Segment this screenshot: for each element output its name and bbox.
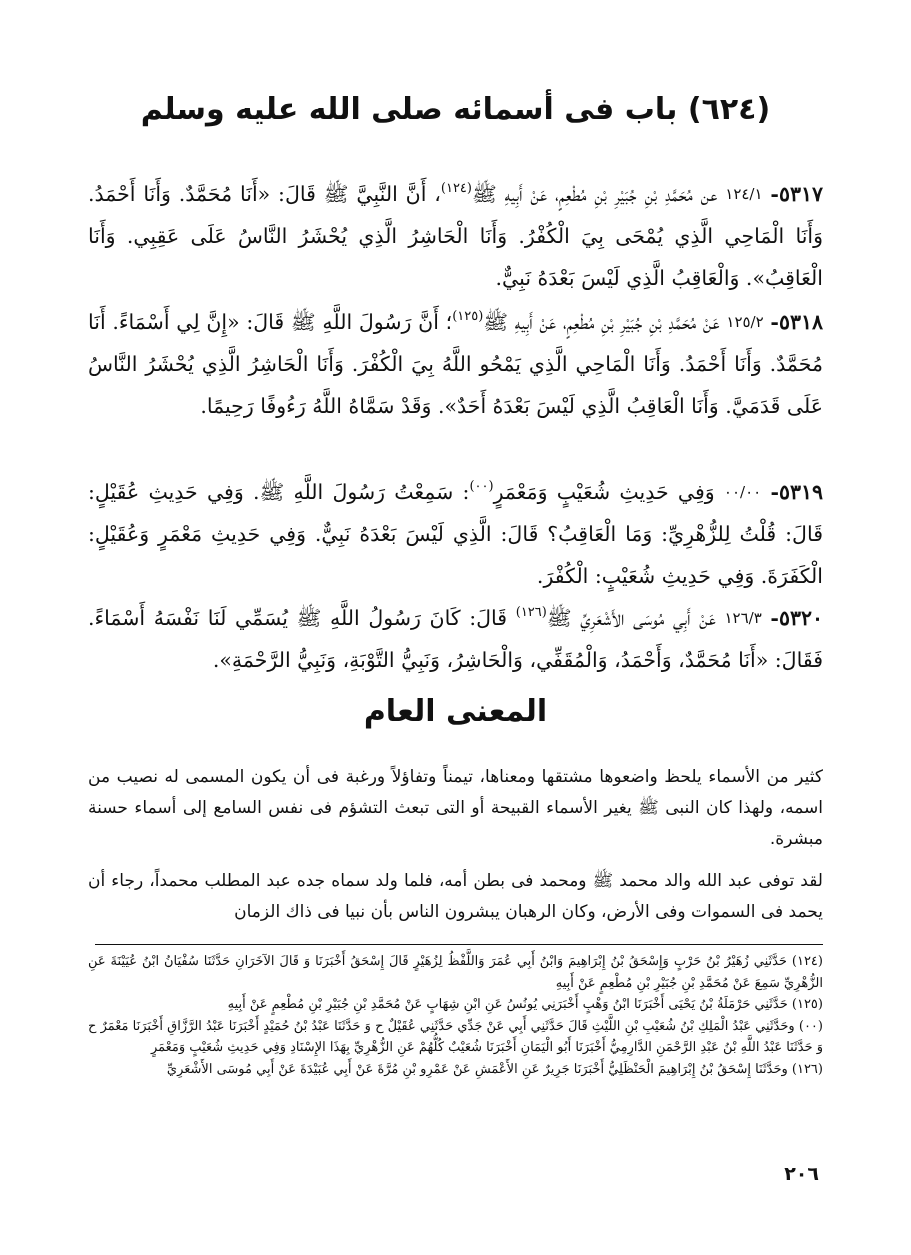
hadith-text-before: عن مُحَمَّدِ بْنِ جُبَيْرِ بْنِ مُطْعِمٍ، عَنْ أَبِيهِ ﷺ: [472, 182, 726, 206]
commentary-paragraph: لقد توفى عبد الله والد محمد ﷺ ومحمد فى بطن أمه، فلما ولد سماه جده عبد المطلب محمداً، رجاء أن يحمد فى السموات وفى الأرض، وكان الرهبان يبشرون الناس بأن نبيا فى ذاك الزمان: [88, 871, 823, 922]
page-number: ٢٠٦: [784, 1163, 819, 1185]
footnote-divider: [95, 944, 823, 945]
hadith-number: ٥٣١٩-: [770, 480, 823, 504]
hadith-reference: ٠٠/٠٠: [723, 483, 762, 501]
hadith-text-after: قَالَ: كَانَ رَسُولُ اللَّهِ ﷺ يُسَمِّي لَنَا نَفْسَهُ أَسْمَاءً. فَقَالَ: «أَنَا مُحَمَّدٌ، وَأَحْمَدُ، وَالْمُقَفِّي، وَالْحَاشِرُ، وَنَبِيُّ التَّوْبَةِ، وَنَبِيُّ الرَّحْمَةِ».: [88, 606, 823, 672]
hadith-reference: ١٢٦/٣: [724, 609, 762, 627]
footnote-00: (٠٠) وحَدَّثَنِي عَبْدُ الْمَلِكِ بْنُ شُعَيْبِ بْنِ اللَّيْثِ قَالَ حَدَّثَنِي أَبِي عَنْ جَدِّي حَدَّثَنِي عُقَيْلٌ ح وَ حَدَّثَنَا عَبْدُ بْنُ حُمَيْدٍ أَخْبَرَنَا عَبْدُ الرَّزَّاقِ أَخْبَرَنَا مَعْمَرٌ ح وَ حَدَّثَنَا عَبْدُ اللَّهِ بْنُ عَبْدِ الرَّحْمَنِ الدَّارِمِيُّ أَخْبَرَنَا أَبُو الْيَمَانِ أَخْبَرَنَا شُعَيْبٌ كُلُّهُمْ عَنِ الزُّهْرِيِّ بِهَذَا الإِسْنَادِ وَفِي حَدِيثِ شُعَيْبٍ وَمَعْمَرٍ: [88, 1018, 823, 1055]
hadith-5319: [88, 466, 823, 597]
hadith-number: ٥٣١٨-: [770, 310, 823, 334]
footnote-marker: (١٢٥): [452, 309, 484, 324]
footnote-marker: (٠٠): [469, 479, 494, 494]
hadith-text-after: ؛ أَنَّ رَسُولَ اللَّهِ ﷺ قَالَ: «إِنَّ لِي أَسْمَاءً. أَنَا مُحَمَّدٌ. وَأَنَا أَحْمَدُ. وَأَنَا الْمَاحِي الَّذِي يَمْحُو اللَّهُ بِيَ الْكُفْرَ. وَأَنَا الْحَاشِرُ الَّذِي يُحْشَرُ النَّاسُ عَلَى قَدَمَيَّ. وَأَنَا الْعَاقِبُ الَّذِي لَيْسَ بَعْدَهُ أَحَدٌ». وَقَدْ سَمَّاهُ اللَّهُ رَءُوفًا رَحِيمًا.: [88, 310, 823, 418]
hadith-text-before: عَنْ مُحَمَّدِ بْنِ جُبَيْرِ بْنِ مُطْعِمٍ، عَنْ أَبِيهِ ﷺ: [483, 310, 727, 334]
hadith-number: ٥٣١٧-: [770, 182, 823, 206]
hadith-5317: [88, 168, 823, 299]
chapter-title: (٦٢٤) باب فى أسمائه صلى الله عليه وسلم: [140, 92, 771, 127]
footnote-125: (١٢٥) حَدَّثَنِي حَرْمَلَةُ بْنُ يَحْيَى أَخْبَرَنَا ابْنُ وَهْبٍ أَخْبَرَنِي يُونُسُ عَنِ ابْنِ شِهَابٍ عَنْ مُحَمَّدِ بْنِ جُبَيْرِ بْنِ مُطْعِمٍ عَنْ أَبِيهِ: [227, 997, 823, 1012]
footnote-124: (١٢٤) حَدَّثَنِي زُهَيْرُ بْنُ حَرْبٍ وَإِسْحَقُ بْنُ إِبْرَاهِيمَ وَابْنُ أَبِي عُمَرَ وَاللَّفْظُ لِزُهَيْرٍ قَالَ إِسْحَقُ أَخْبَرَنَا وَ قَالَ الآخَرَانِ حَدَّثَنَا سُفْيَانُ ابْنُ عُيَيْنَةَ عَنِ الزُّهْرِيِّ سَمِعَ عَنْ مُحَمَّدِ بْنِ جُبَيْرِ بْنِ مُطْعِمٍ عَنْ أَبِيهِ: [88, 954, 823, 991]
hadith-number: ٥٣٢٠-: [770, 606, 823, 630]
hadith-text-after: : سَمِعْتُ رَسُولَ اللَّهِ ﷺ. وَفِي حَدِيثِ عُقَيْلٍ: قَالَ: قُلْتُ لِلزُّهْرِيِّ: وَمَا الْعَاقِبُ؟ قَالَ: الَّذِي لَيْسَ بَعْدَهُ نَبِيٌّ. وَفِي حَدِيثِ مَعْمَرٍ وَعُقَيْلٍ: الْكَفَرَةَ. وَفِي حَدِيثِ شُعَيْبٍ: الْكُفْرَ.: [88, 480, 823, 588]
commentary-paragraph: كثير من الأسماء يلحظ واضعوها مشتقها ومعناها، تيمناً وتفاؤلاً ورغبة فى أن يكون المسمى له نصيب من اسمه، ولهذا كان النبى ﷺ يغير الأسماء القبيحة أو التى تبعث التشؤم فى نفس السامع إلى أسماء حسنة مبشرة.: [88, 767, 823, 849]
hadith-reference: ١٢٤/١: [725, 185, 763, 203]
hadith-5318: [88, 296, 823, 427]
section-title: المعنى العام: [363, 694, 548, 729]
footnotes: [88, 951, 823, 1080]
hadith-text-before: عَنْ أَبِي مُوسَى الأَشْعَرِيِّ ﷺ: [546, 606, 725, 630]
hadith-text-before: وَفِي حَدِيثِ شُعَيْبٍ وَمَعْمَرٍ: [493, 480, 724, 504]
hadith-reference: ١٢٥/٢: [726, 313, 764, 331]
footnote-126: (١٢٦) وحَدَّثَنَا إِسْحَقُ بْنُ إِبْرَاهِيمَ الْحَنْظَلِيُّ أَخْبَرَنَا جَرِيرٌ عَنِ الأَعْمَشِ عَنْ عَمْرِو بْنِ مُرَّةَ عَنْ أَبِي عُبَيْدَةَ عَنْ أَبِي مُوسَى الأَشْعَرِيِّ: [166, 1061, 823, 1077]
hadith-5320: [88, 592, 823, 681]
footnote-marker: (١٢٦): [515, 605, 547, 620]
hadith-text-after: ، أَنَّ النَّبِيَّ ﷺ قَالَ: «أَنَا مُحَمَّدٌ. وَأَنَا أَحْمَدُ. وَأَنَا الْمَاحِي الَّذِي يُمْحَى بِيَ الْكُفْرُ. وَأَنَا الْحَاشِرُ الَّذِي يُحْشَرُ النَّاسُ عَلَى عَقِبِي. وَأَنَا الْعَاقِبُ». وَالْعَاقِبُ الَّذِي لَيْسَ بَعْدَهُ نَبِيٌّ.: [88, 182, 823, 290]
footnote-marker: (١٢٤): [440, 181, 472, 196]
